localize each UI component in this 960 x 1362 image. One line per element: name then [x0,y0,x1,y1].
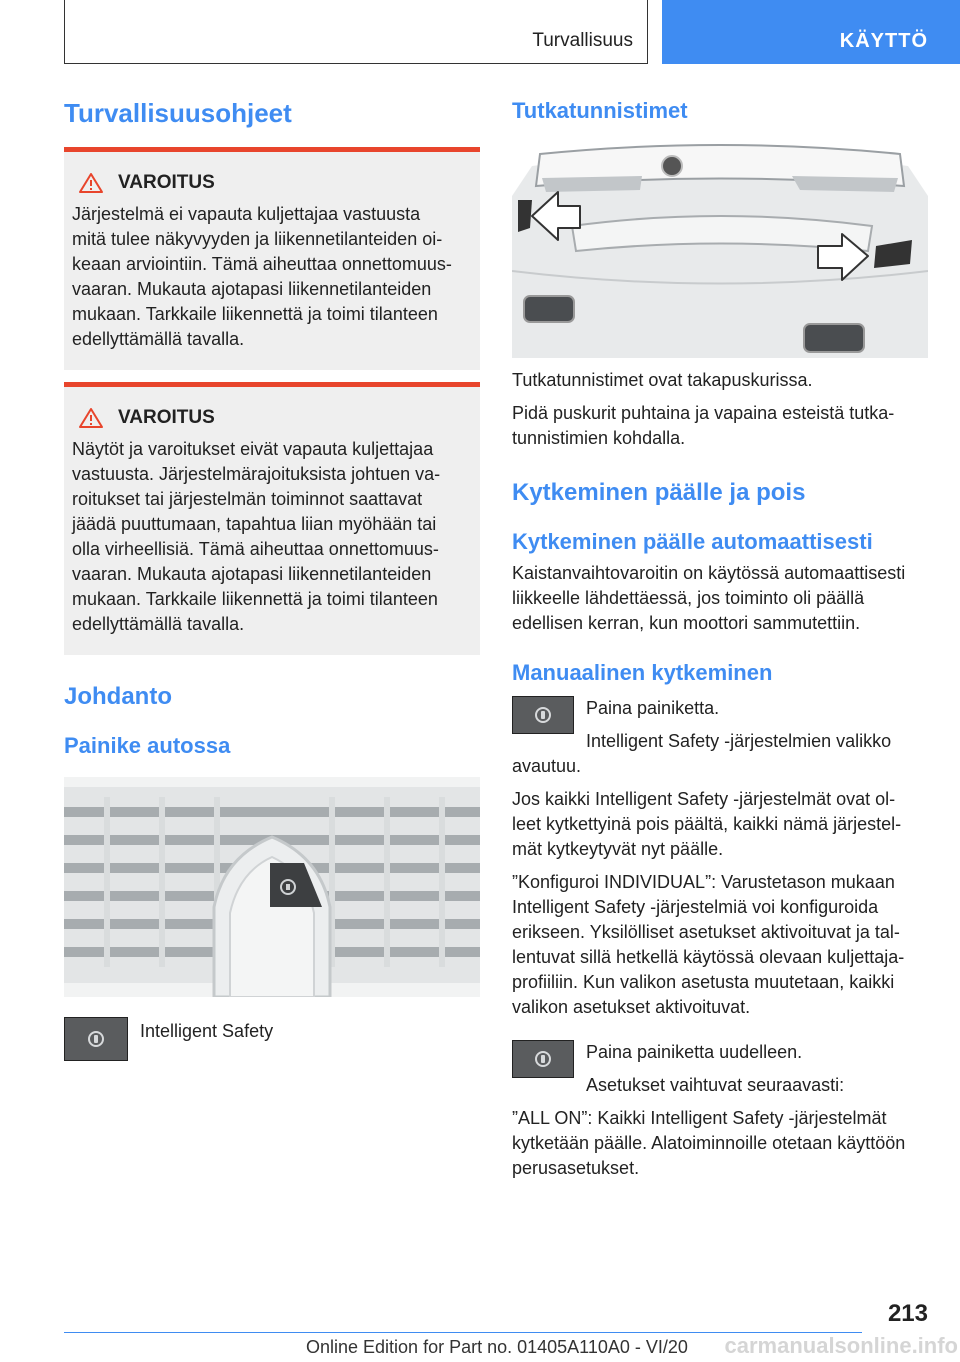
warning-line: mukaan. Tarkkaile liikennettä ja toimi tilanteen [72,589,438,609]
intro-heading: Johdanto [64,683,172,710]
warning-line: roitukset tai järjestelmän toiminnot saattavat [72,489,423,509]
warning-label: VAROITUS [118,407,215,428]
sensors-clean-line: Pidä puskurit puhtaina ja vapaina esteistä tutka- [512,403,895,423]
warning-line: olla virheellisiä. Tämä aiheuttaa onnettomuus- [72,539,439,559]
intelligent-safety-button-icon [64,1017,128,1061]
left-column [64,98,480,1061]
all-on-line: kytketään päälle. Alatoiminnoille otetaan käyttöön [512,1133,906,1153]
intelligent-safety-button-icon [512,696,574,734]
warning-line: edellyttämällä tavalla. [72,329,245,349]
individual-line: profiiliin. Kun valikon asetusta muutetaan, kaikki [512,972,895,992]
warning-triangle-icon [78,407,104,429]
safety-title: Turvallisuusohjeet [64,98,292,128]
menu-opens-continuation: avautuu. [512,756,582,776]
button-caption: Intelligent Safety [140,1021,274,1041]
warning-line: Järjestelmä ei vapauta kuljettajaa vastuusta [72,204,421,224]
warning-line: vastuusta. Järjestelmärajoituksista johtuen va- [72,464,441,484]
radar-sensors-heading: Tutkatunnistimet [512,98,688,123]
all-off-line: mät kytkeytyvät nyt päälle. [512,839,724,859]
warning-line: edellyttämällä tavalla. [72,614,245,634]
press-button-text: Paina painiketta. [586,698,720,718]
header-section-box [64,0,648,64]
individual-line: ”Konfiguroi INDIVIDUAL”: Varustetason mukaan [512,872,895,892]
safety-shield-icon [534,706,552,724]
all-off-line: leet kytkettyinä pois päältä, kaikki nämä järjestel- [512,814,902,834]
warning-line: mitä tulee näkyvyyden ja liikennetilanteiden oi- [72,229,443,249]
all-off-line: Jos kaikki Intelligent Safety -järjestelmät ovat ol- [512,789,896,809]
switch-on-off-heading: Kytkeminen päälle ja pois [512,479,806,506]
manual-switch-heading: Manuaalinen kytkeminen [512,660,773,685]
warning-line: mukaan. Tarkkaile liikennettä ja toimi tilanteen [72,304,438,324]
individual-line: lentuvat sillä hetkellä käytössä olevaan kuljettaja- [512,947,905,967]
grille-button-illustration [64,777,480,997]
warning-box-1 [64,147,480,370]
sensors-location-text: Tutkatunnistimet ovat takapuskurissa. [512,370,813,390]
settings-change-text: Asetukset vaihtuvat seuraavasti: [586,1075,845,1095]
warning-label: VAROITUS [118,172,215,193]
watermark: carmanualsonline.info [724,1333,958,1358]
individual-line: erikseen. Yksilölliset asetukset aktivoituvat ja tal- [512,922,900,942]
footer-edition: Online Edition for Part no. 01405A110A0 - VI/20 [306,1337,688,1357]
auto-switch-line: liikkeelle lähdettäessä, jos toiminto oli päällä [512,588,865,608]
safety-shield-icon [87,1030,105,1048]
warning-line: keaan arviointiin. Tämä aiheuttaa onnettomuus- [72,254,452,274]
sensors-clean-line: tunnistimien kohdalla. [512,428,686,448]
individual-line: Intelligent Safety -järjestelmiä voi konfiguroida [512,897,879,917]
safety-shield-icon [534,1050,552,1068]
warning-line: vaaran. Mukauta ajotapasi liikennetilanteiden [72,279,432,299]
warning-box-2 [64,382,480,655]
warning-line: vaaran. Mukauta ajotapasi liikennetilanteiden [72,564,432,584]
press-again-text: Paina painiketta uudelleen. [586,1042,803,1062]
button-in-car-heading: Painike autossa [64,733,231,758]
header-chapter-tab [662,0,960,64]
header-section-title: Turvallisuus [532,30,633,51]
right-column [512,98,928,1181]
intelligent-safety-button-icon [512,1040,574,1078]
individual-line: valikon asetukset aktivoituvat. [512,997,751,1017]
rear-bumper-sensors-illustration [512,136,928,358]
page-number: 213 [887,1300,928,1327]
warning-line: jäädä puuttumaan, tapahtua liian myöhään tai [72,514,437,534]
header-chapter-label: KÄYTTÖ [839,30,928,52]
warning-line: Näytöt ja varoitukset eivät vapauta kuljettajaa [72,439,434,459]
auto-switch-line: edellisen kerran, kun moottori sammutettiin. [512,613,861,633]
all-on-line: perusasetukset. [512,1158,640,1178]
all-on-line: ”ALL ON”: Kaikki Intelligent Safety -järjestelmät [512,1108,887,1128]
warning-triangle-icon [78,172,104,194]
auto-switch-line: Kaistanvaihtovaroitin on käytössä automaattisesti [512,563,906,583]
menu-opens-text: Intelligent Safety -järjestelmien valikko [586,731,892,751]
auto-switch-heading: Kytkeminen päälle automaattisesti [512,529,873,554]
